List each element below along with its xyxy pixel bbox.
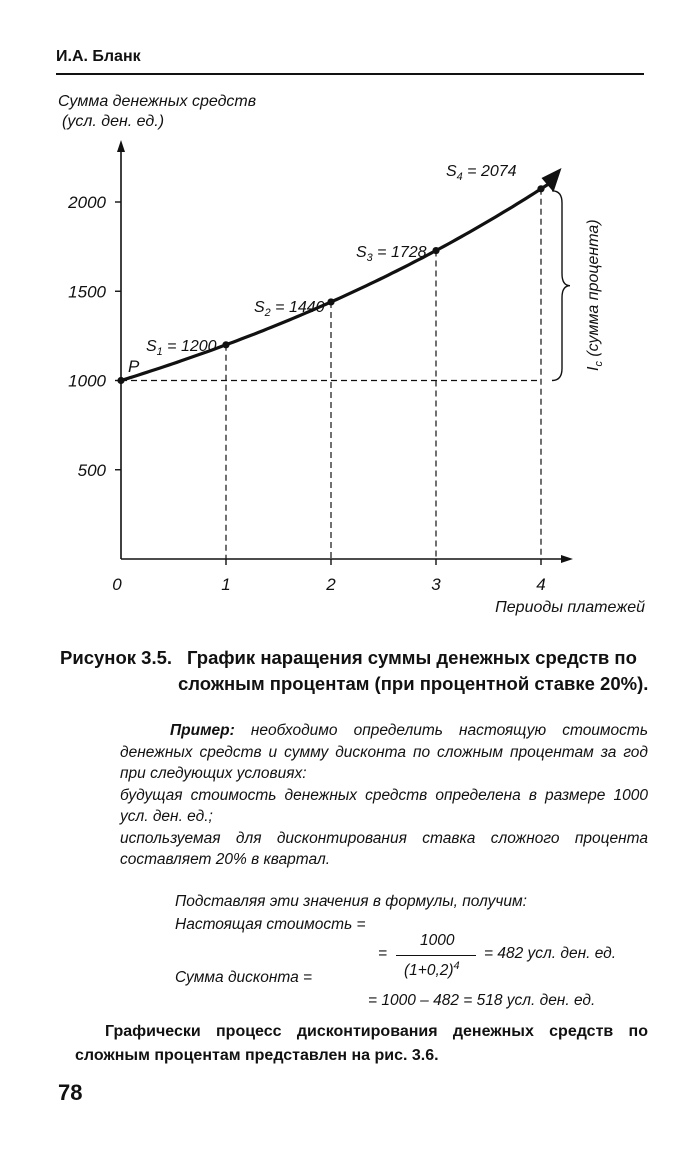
interest-sum-label-value: (сумма процента) — [585, 219, 602, 362]
formula-intro: Подставляя эти значения в формулы, получим: — [175, 893, 527, 910]
x-tick-label-1: 1 — [221, 575, 231, 594]
start-point-label: P — [128, 357, 140, 376]
x-axis-arrow — [561, 555, 573, 563]
data-point-1 — [222, 341, 229, 348]
y-axis-arrow — [117, 140, 125, 152]
x-tick-label-4: 4 — [536, 575, 546, 594]
caption-line-1: График наращения суммы денежных средств по — [187, 647, 637, 668]
interest-brace — [552, 191, 570, 381]
page-number: 78 — [58, 1080, 83, 1105]
caption-number: Рисунок 3.5. — [60, 647, 173, 668]
point-label-3-subscript: 3 — [366, 252, 373, 264]
pv-equals: = — [378, 945, 388, 962]
example-para-1-text: необходимо определить настоящую стоимость денежных средств и сумму дисконта по сложным процентам за год при следующих условиях: — [120, 722, 648, 782]
point-label-2-value: = 1440 — [270, 299, 325, 316]
pv-label: Настоящая стоимость = — [175, 916, 366, 933]
x-tick-label-0: 0 — [112, 575, 122, 594]
example-para-1 — [120, 720, 648, 785]
pv-denominator: $(1+0,2)^4$ — [404, 960, 460, 980]
point-label-1-subscript: 1 — [156, 346, 163, 358]
y-tick-label-500: 500 — [77, 460, 106, 480]
x-tick-label-3: 3 — [431, 575, 441, 594]
pv-result: = 482 усл. ден. ед. — [484, 945, 617, 962]
y-tick-label-2000: 2000 — [68, 193, 106, 212]
closing-paragraph: Графически процесс дисконтирования денежных средств по сложным процентам представлен на рис. 3.6. — [75, 1023, 648, 1064]
point-label-1-value: = 1200 — [162, 338, 217, 355]
y-axis-title-line-2: (усл. ден. ед.) — [62, 113, 165, 130]
example-para-2: будущая стоимость денежных средств определена в размере 1000 усл. ден. ед.; — [120, 786, 648, 825]
interest-sum-label — [585, 219, 605, 371]
point-label-4-value: = 2074 — [462, 163, 517, 180]
point-label-3-symbol: S — [356, 244, 367, 261]
y-tick-label-1000: 1000 — [68, 371, 106, 391]
y-tick-label-1500: 1500 — [68, 282, 106, 302]
point-label-4-symbol: S — [446, 163, 457, 180]
data-point-0 — [117, 377, 124, 384]
example-lead: Пример: — [170, 722, 235, 739]
data-point-2 — [327, 298, 334, 305]
pv-exponent: 4 — [453, 960, 460, 972]
data-point-4 — [537, 185, 544, 192]
y-axis-title-line-1: Сумма денежных средств — [58, 93, 257, 110]
point-label-2-subscript: 2 — [264, 307, 271, 319]
interest-sum-label-symbol: I — [585, 366, 602, 371]
point-label-2 — [254, 299, 325, 319]
discount-expression: = 1000 – 482 = 518 усл. ден. ед. — [368, 992, 596, 1009]
discount-label: Сумма дисконта = — [175, 969, 313, 986]
point-label-4-subscript: 4 — [456, 171, 463, 183]
x-tick-label-2: 2 — [326, 575, 336, 594]
point-label-4 — [446, 163, 517, 183]
x-axis-title: Периоды платежей — [495, 599, 645, 616]
interest-sum-label-subscript: c — [593, 361, 605, 367]
caption-line-2: сложным процентам (при процентной ставке 20%). — [178, 673, 649, 694]
data-point-3 — [432, 247, 439, 254]
pv-numerator: 1000 — [420, 932, 455, 949]
point-label-3-value: = 1728 — [372, 244, 427, 261]
fraction-bar — [396, 955, 476, 956]
point-label-2-symbol: S — [254, 299, 265, 316]
point-label-1-symbol: S — [146, 338, 157, 355]
point-label-1 — [146, 338, 217, 358]
running-header: И.А. Бланк — [56, 48, 141, 65]
example-block — [120, 720, 648, 871]
example-para-3: используемая для дисконтирования ставка сложного процента составляет 20% в квартал. — [120, 829, 648, 868]
